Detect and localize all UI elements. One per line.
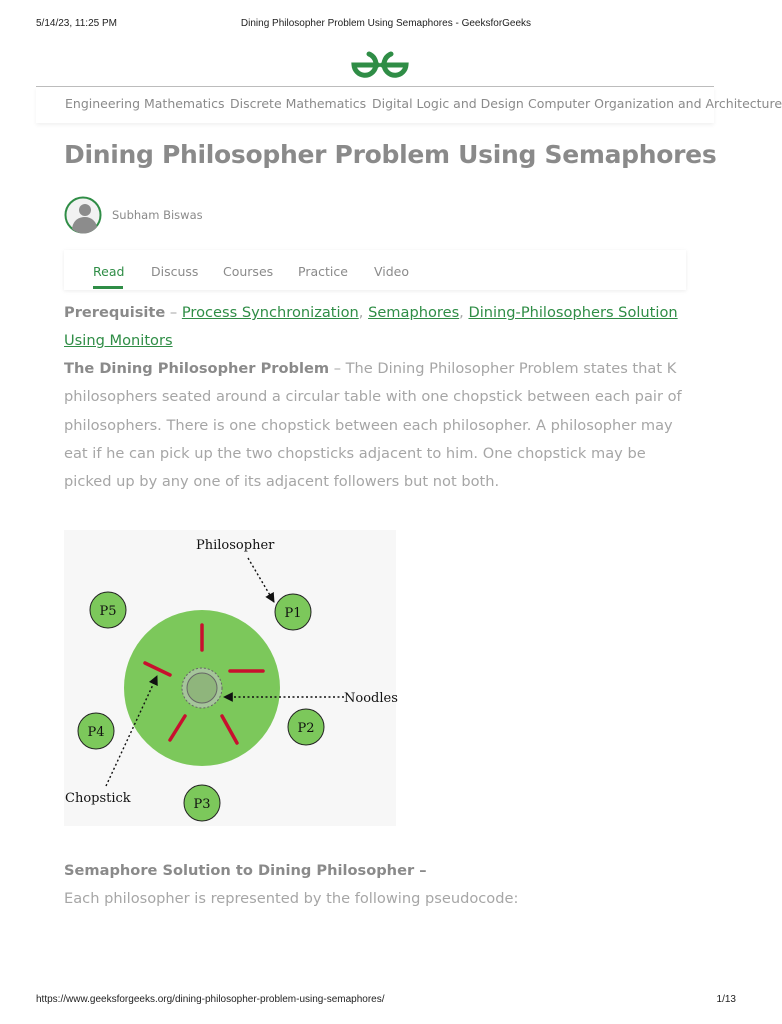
print-url: https://www.geeksforgeeks.org/dining-philosopher-problem-using-semaphores/	[36, 994, 385, 1005]
subnav-item-digital-logic[interactable]: Digital Logic and Design	[372, 96, 524, 111]
diagram-label-noodles: Noodles	[344, 691, 398, 706]
philosopher-label-p5: P5	[99, 604, 117, 619]
philosopher-p3	[184, 785, 220, 821]
philosopher-label-p4: P4	[87, 725, 105, 740]
prerequisite-dash: –	[165, 304, 182, 321]
link-semaphores[interactable]: Semaphores	[368, 304, 460, 321]
philosopher-label-p1: P1	[284, 606, 302, 621]
philosopher-p2	[288, 709, 324, 745]
print-page-number: 1/13	[716, 994, 736, 1005]
philosopher-p4	[78, 713, 114, 749]
link-process-synchronization[interactable]: Process Synchronization	[181, 304, 359, 321]
article-tabs	[64, 250, 686, 290]
article-title: Dining Philosopher Problem Using Semaphores	[64, 140, 717, 169]
philosopher-label-p3: P3	[193, 797, 211, 812]
prerequisite-paragraph: Prerequisite – Process Synchronization, Semaphores, Dining-Philosophers Solution Using Monitors	[64, 304, 678, 350]
philosopher-p1	[275, 594, 311, 630]
subnav-item-discrete-mathematics[interactable]: Discrete Mathematics	[230, 96, 367, 111]
print-header	[36, 18, 736, 34]
active-tab-indicator	[93, 286, 123, 289]
philosopher-p5	[90, 592, 126, 628]
author-avatar[interactable]	[64, 196, 102, 234]
noodles-bowl	[182, 668, 222, 708]
tab-discuss[interactable]: Discuss	[151, 264, 199, 279]
print-datetime: 5/14/23, 11:25 PM	[36, 18, 117, 29]
prerequisite-label: Prerequisite	[64, 304, 166, 321]
gfg-logo-icon[interactable]	[349, 48, 411, 82]
diagram-label-philosopher: Philosopher	[196, 538, 275, 553]
philosopher-label-p2: P2	[297, 721, 315, 736]
tab-read[interactable]: Read	[93, 264, 125, 279]
solution-text: Each philosopher is represented by the following pseudocode:	[64, 890, 519, 907]
tab-video[interactable]: Video	[374, 264, 410, 279]
tab-practice[interactable]: Practice	[298, 264, 348, 279]
diagram-label-chopstick: Chopstick	[65, 791, 131, 806]
subnav-item-computer-organization[interactable]: Computer Organization and Architecture	[528, 96, 782, 111]
solution-heading-text: Semaphore Solution to Dining Philosopher –	[64, 862, 427, 879]
author-name[interactable]: Subham Biswas	[112, 208, 203, 222]
link-dining-philosophers-monitors[interactable]: Dining-Philosophers Solution Using Monitors	[64, 304, 678, 350]
dining-philosophers-diagram	[64, 530, 396, 826]
subject-nav	[36, 87, 782, 123]
problem-label: The Dining Philosopher Problem	[64, 360, 330, 377]
print-page-title: Dining Philosopher Problem Using Semaphores - GeeksforGeeks	[240, 18, 532, 29]
problem-paragraph	[64, 355, 684, 496]
tab-courses[interactable]: Courses	[223, 264, 274, 279]
print-footer	[36, 994, 736, 1010]
subnav-item-engineering-mathematics[interactable]: Engineering Mathematics	[65, 96, 225, 111]
problem-text: – The Dining Philosopher Problem states that K philosophers seated around a circular table with one chopstick between each pair of philosophers. There is one chopstick between each philosopher. A philosopher may eat if he can pick up the two chopsticks adjacent to him. One chopstick may be picked up by any one of its adjacent followers but not both.	[64, 360, 682, 491]
solution-heading	[64, 857, 684, 885]
